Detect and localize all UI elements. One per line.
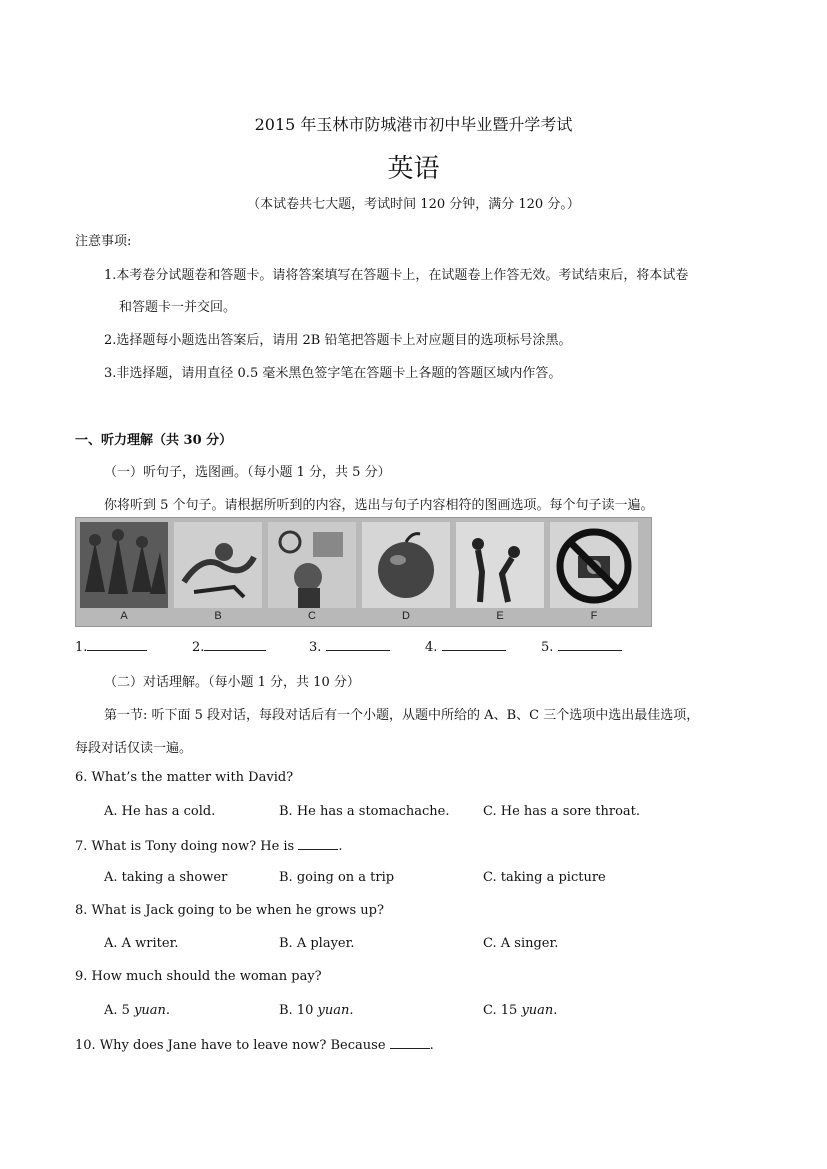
answer-blank-1: 1. [75, 638, 147, 655]
q6-option-a: A. He has a cold. [104, 804, 216, 819]
picture-label-b: B [214, 610, 222, 622]
q6-option-c: C. He has a sore throat. [483, 804, 641, 819]
picture-label-d: D [402, 610, 410, 622]
picture-b [174, 522, 262, 608]
q9-option-a: A. 5 yuan. [104, 1003, 171, 1018]
picture-label-e: E [496, 610, 504, 622]
answer-blank-3: 3. [309, 638, 390, 655]
part1-title: （一）听句子，选图画。（每小题 1 分，共 5 分） [104, 465, 391, 480]
answer-blank-5: 5. [541, 638, 622, 655]
q7-option-b: B. going on a trip [279, 870, 395, 885]
q7-option-c: C. taking a picture [483, 870, 606, 885]
notice-heading: 注意事项: [75, 234, 132, 249]
question-10: 10. Why does Jane have to leave now? Because . [75, 1038, 434, 1053]
picture-label-f: F [590, 610, 598, 622]
notice-item-1: 1.本考卷分试题卷和答题卡。请将答案填写在答题卡上，在试题卷上作答无效。考试结束后，将本试卷 [104, 268, 689, 283]
picture-label-c: C [308, 610, 316, 622]
notice-item-3: 3.非选择题，请用直径 0.5 毫米黑色签字笔在答题卡上各题的答题区域内作答。 [104, 366, 562, 381]
exam-title: 2015 年玉林市防城港市初中毕业暨升学考试 [254, 115, 573, 134]
part2-instruction-2: 每段对话仅读一遍。 [75, 741, 193, 756]
picture-e [456, 522, 544, 608]
picture-a [80, 522, 168, 608]
part2-title: （二）对话理解。（每小题 1 分，共 10 分） [104, 675, 360, 690]
exam-note: （本试卷共七大题，考试时间 120 分钟，满分 120 分。） [247, 197, 580, 212]
q7-option-a: A. taking a shower [104, 870, 228, 885]
q9-option-c: C. 15 yuan. [483, 1003, 558, 1018]
q8-option-b: B. A player. [279, 936, 355, 951]
notice-item-1-cont: 和答题卡一并交回。 [119, 300, 237, 315]
question-7: 7. What is Tony doing now? He is . [75, 839, 343, 854]
q8-option-a: A. A writer. [104, 936, 179, 951]
q8-option-c: C. A singer. [483, 936, 559, 951]
answer-blank-4: 4. [425, 638, 506, 655]
notice-item-2: 2.选择题每小题选出答案后，请用 2B 铅笔把答题卡上对应题目的选项标号涂黑。 [104, 333, 572, 348]
picture-label-a: A [120, 610, 128, 622]
subject-title: 英语 [387, 154, 440, 184]
picture-d [362, 522, 450, 608]
picture-c [268, 522, 356, 608]
question-6: 6. What’s the matter with David? [75, 770, 294, 785]
part1-instruction: 你将听到 5 个句子。请根据所听到的内容，选出与句子内容相符的图画选项。每个句子读一遍。 [104, 498, 654, 513]
part2-instruction-1: 第一节: 听下面 5 段对话，每段对话后有一个小题，从题中所给的 A、B、C 三个选项中选出最佳选项， [104, 708, 700, 723]
q6-option-b: B. He has a stomachache. [279, 804, 450, 819]
q9-option-b: B. 10 yuan. [279, 1003, 354, 1018]
question-8: 8. What is Jack going to be when he grows up? [75, 903, 384, 918]
answer-blank-2: 2. [192, 638, 266, 655]
section-heading-listening: 一、听力理解（共 30 分） [75, 433, 233, 448]
picture-strip [75, 517, 652, 627]
picture-f [550, 522, 638, 608]
question-9: 9. How much should the woman pay? [75, 969, 322, 984]
